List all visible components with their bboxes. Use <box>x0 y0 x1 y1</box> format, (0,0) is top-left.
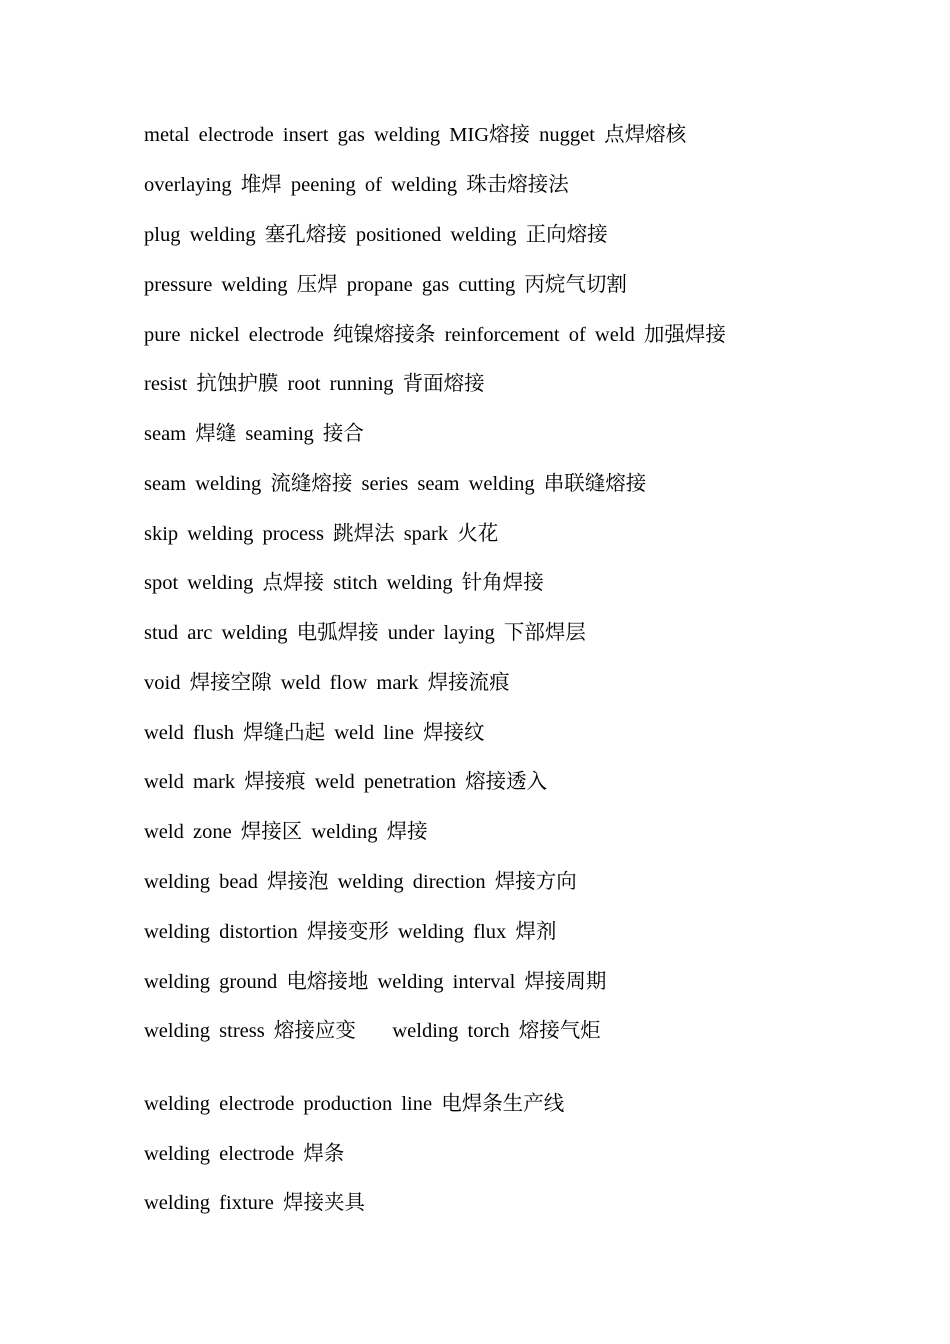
term-line: welding distortion 焊接变形 welding flux 焊剂 <box>144 921 557 943</box>
term-line: spot welding 点焊接 stitch welding 针角焊接 <box>144 572 544 594</box>
term-line: overlaying 堆焊 peening of welding 珠击熔接法 <box>144 174 569 196</box>
term-line: seam welding 流缝熔接 series seam welding 串联缝熔接 <box>144 473 647 495</box>
term-line: weld mark 焊接痕 weld penetration 熔接透入 <box>144 771 548 793</box>
term-line: plug welding 塞孔熔接 positioned welding 正向熔接 <box>144 224 608 246</box>
term-line: void 焊接空隙 weld flow mark 焊接流痕 <box>144 672 510 694</box>
term-line: stud arc welding 电弧焊接 under laying 下部焊层 <box>144 622 586 644</box>
term-line: welding electrode 焊条 <box>144 1143 345 1165</box>
term-line: weld flush 焊缝凸起 weld line 焊接纹 <box>144 722 485 744</box>
term-line: metal electrode insert gas welding MIG熔接 nugget 点焊熔核 <box>144 124 687 146</box>
term-line: pure nickel electrode 纯镍熔接条 reinforcement of weld 加强焊接 <box>144 324 726 346</box>
term-line: welding ground 电熔接地 welding interval 焊接周期 <box>144 971 607 993</box>
term-line: skip welding process 跳焊法 spark 火花 <box>144 523 499 545</box>
term-line: welding fixture 焊接夹具 <box>144 1192 365 1214</box>
term-line: welding electrode production line 电焊条生产线 <box>144 1093 565 1115</box>
term-line: welding stress 熔接应变 welding torch 熔接气炬 <box>144 1020 601 1042</box>
term-line: resist 抗蚀护膜 root running 背面熔接 <box>144 373 485 395</box>
term-line: welding bead 焊接泡 welding direction 焊接方向 <box>144 871 577 893</box>
term-line: weld zone 焊接区 welding 焊接 <box>144 821 428 843</box>
term-line: pressure welding 压焊 propane gas cutting 丙烷气切割 <box>144 274 627 296</box>
term-line: seam 焊缝 seaming 接合 <box>144 423 364 445</box>
